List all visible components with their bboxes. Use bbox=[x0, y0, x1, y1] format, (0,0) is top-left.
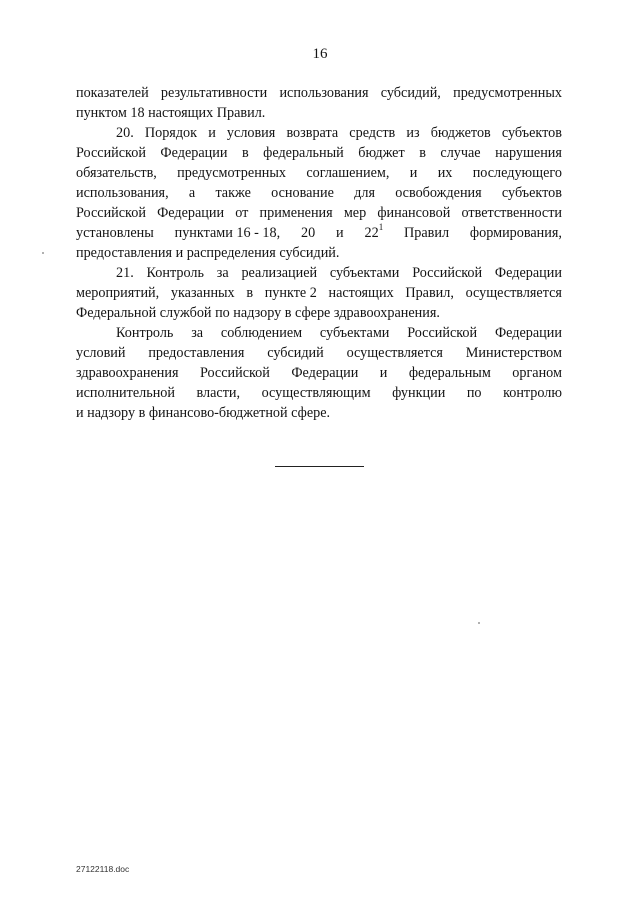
word: обязательств, bbox=[76, 165, 157, 181]
word: в bbox=[246, 285, 254, 301]
word: случае bbox=[440, 145, 481, 161]
word: последующего bbox=[472, 165, 562, 181]
word: настоящих bbox=[328, 285, 394, 301]
word: субсидий, bbox=[380, 85, 441, 101]
word: освобождения bbox=[395, 185, 482, 201]
word: Федерации bbox=[291, 365, 359, 381]
word: функции bbox=[392, 385, 446, 401]
paragraph-21-line bbox=[76, 284, 562, 302]
paragraph-20-line: предоставления и распределения субсидий. bbox=[76, 245, 340, 261]
word: субъектами bbox=[319, 325, 390, 341]
word: органом bbox=[512, 365, 562, 381]
word: Контроль bbox=[146, 265, 204, 281]
paragraph-20-line bbox=[76, 164, 562, 182]
word: в bbox=[419, 145, 426, 161]
word: Российской bbox=[199, 365, 270, 381]
paragraph-20-line bbox=[76, 184, 562, 202]
word: пункте 2 bbox=[264, 285, 317, 301]
word: бюджет bbox=[358, 145, 405, 161]
word: применения bbox=[259, 205, 333, 221]
word: условия bbox=[226, 125, 276, 141]
word: за bbox=[191, 325, 204, 341]
word: пунктами 16 - 18, bbox=[174, 225, 281, 241]
word: и bbox=[379, 365, 388, 381]
paragraph-20-line bbox=[76, 224, 562, 242]
word: нарушения bbox=[495, 145, 562, 161]
word: и bbox=[336, 225, 344, 241]
word: средств bbox=[349, 125, 396, 141]
paragraph-control-line: и надзору в финансово-бюджетной сфере. bbox=[76, 405, 331, 421]
word: для bbox=[354, 185, 375, 201]
text-line bbox=[76, 84, 562, 102]
word: из bbox=[406, 125, 420, 141]
word: соблюдением bbox=[220, 325, 303, 341]
word: Российской bbox=[412, 265, 483, 281]
word: Российской bbox=[76, 145, 146, 161]
word: установлены bbox=[76, 225, 154, 241]
word: Федерации bbox=[494, 325, 562, 341]
word: 21. bbox=[116, 265, 134, 281]
word: федеральным bbox=[408, 365, 491, 381]
word: власти, bbox=[196, 385, 241, 401]
word: использования bbox=[279, 85, 369, 101]
word: Российской bbox=[76, 205, 146, 221]
word: субъектами bbox=[329, 265, 400, 281]
word: мер bbox=[343, 205, 367, 221]
word: предоставления bbox=[148, 345, 245, 361]
end-separator-line bbox=[275, 466, 364, 467]
word: и bbox=[409, 165, 418, 181]
word: основание bbox=[271, 185, 334, 201]
word: от bbox=[235, 205, 249, 221]
word: указанных bbox=[170, 285, 235, 301]
superscript: 1 bbox=[378, 222, 384, 233]
word: в bbox=[241, 145, 249, 161]
word: мероприятий, bbox=[76, 285, 160, 301]
word: также bbox=[215, 185, 251, 201]
word: здравоохранения bbox=[76, 365, 179, 381]
word: субъектов bbox=[501, 185, 562, 201]
word: $22^1$ bbox=[364, 222, 384, 241]
word: за bbox=[216, 265, 229, 281]
word: контролю bbox=[503, 385, 562, 401]
word: а bbox=[188, 185, 196, 201]
paragraph-20-line bbox=[76, 144, 562, 162]
word: исполнительной bbox=[76, 385, 175, 401]
word: условий bbox=[76, 345, 126, 361]
word: 20. bbox=[116, 125, 134, 141]
scan-speck bbox=[42, 252, 44, 254]
word: Российской bbox=[407, 325, 478, 341]
paragraph-20-line bbox=[116, 124, 562, 142]
paragraph-control-line bbox=[76, 364, 562, 382]
word: бюджетов bbox=[430, 125, 491, 141]
word: Министерством bbox=[465, 345, 562, 361]
page-number: 16 bbox=[312, 46, 328, 62]
word: субъектов bbox=[501, 125, 562, 141]
word: формирования, bbox=[469, 225, 562, 241]
paragraph-20-line bbox=[76, 204, 562, 222]
document-id: 27122118.doc bbox=[76, 864, 130, 874]
scan-speck bbox=[478, 622, 480, 624]
word: Федерации bbox=[160, 145, 228, 161]
word: финансовой bbox=[377, 205, 451, 221]
text-line: пунктом 18 настоящих Правил. bbox=[76, 105, 266, 121]
word: предусмотренных bbox=[453, 85, 562, 101]
paragraph-control-line bbox=[76, 384, 562, 402]
word: федеральный bbox=[263, 145, 344, 161]
word: показателей bbox=[76, 85, 149, 101]
paragraph-control-line bbox=[76, 344, 562, 362]
word: реализацией bbox=[241, 265, 318, 281]
word: осуществляется bbox=[465, 285, 562, 301]
paragraph-21-line: Федеральной службой по надзору в сфере здравоохранения. bbox=[76, 305, 440, 321]
word: результативности bbox=[160, 85, 268, 101]
word: субсидий bbox=[267, 345, 324, 361]
word: предусмотренных bbox=[177, 165, 287, 181]
word: Федерации bbox=[157, 205, 225, 221]
word: Контроль bbox=[116, 325, 174, 341]
word: Федерации bbox=[494, 265, 562, 281]
paragraph-control-line bbox=[116, 324, 562, 342]
word: использования, bbox=[76, 185, 169, 201]
word: осуществляется bbox=[346, 345, 443, 361]
word: ответственности bbox=[461, 205, 562, 221]
word: соглашением, bbox=[306, 165, 390, 181]
word: и bbox=[208, 125, 216, 141]
paragraph-21-line bbox=[116, 264, 562, 282]
word: по bbox=[466, 385, 482, 401]
word: возврата bbox=[286, 125, 339, 141]
word: их bbox=[437, 165, 453, 181]
word: Правил, bbox=[405, 285, 454, 301]
word: Порядок bbox=[144, 125, 198, 141]
word: Правил bbox=[404, 225, 450, 241]
word: осуществляющим bbox=[261, 385, 371, 401]
word: 20 bbox=[301, 225, 316, 241]
